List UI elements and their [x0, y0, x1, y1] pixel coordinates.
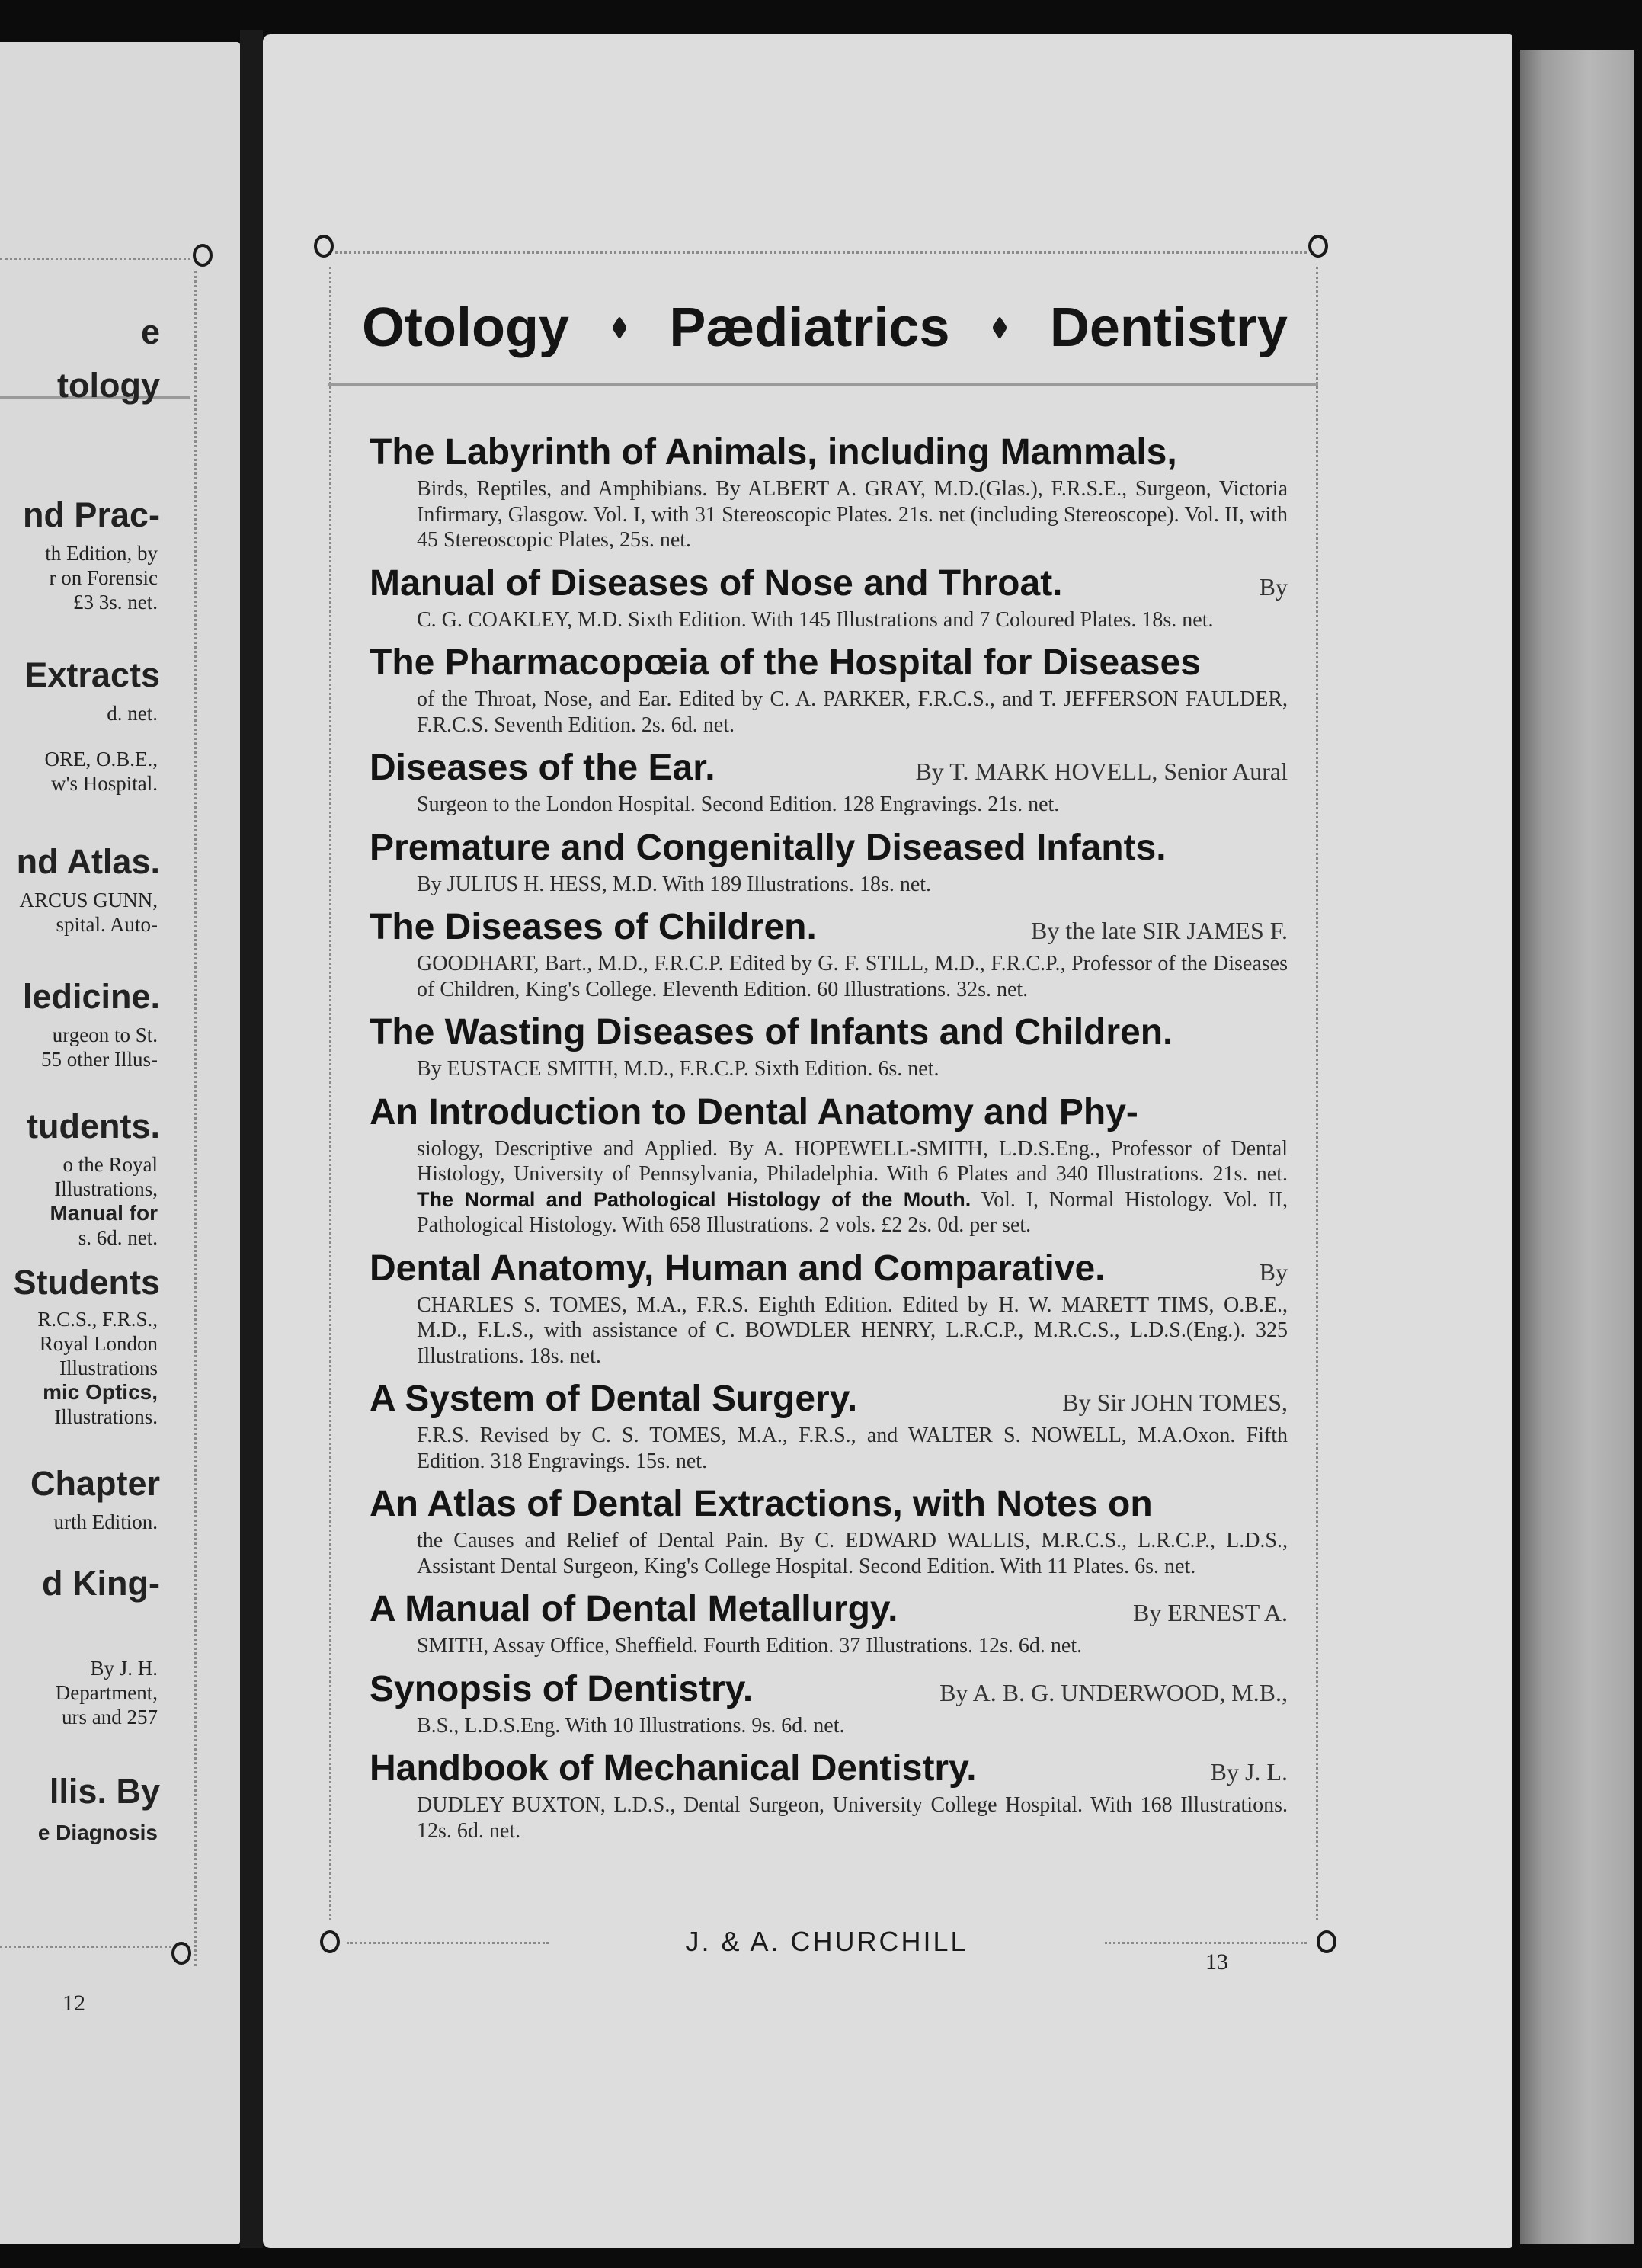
right-frame-bottom-right — [1105, 1942, 1307, 1944]
book-entry-first-line — [370, 431, 1288, 476]
book-details — [417, 1056, 1288, 1082]
book-details — [417, 792, 1288, 818]
book-title: The Diseases of Children. — [370, 907, 817, 947]
left-page-fragment: ARCUS GUNN, — [19, 889, 158, 911]
diamond-ornament-icon — [612, 316, 627, 340]
left-page-fragment: Royal London — [39, 1332, 158, 1355]
book-entry — [370, 562, 1288, 633]
left-page-fragment: nd Prac- — [22, 495, 160, 534]
book-entry-first-line — [370, 1667, 1288, 1713]
related-book-details: Vol. I, Normal Histology. Vol. II, Pathological Histology. With 658 Illustrations. 2 vols. £2 2s. 0d. per set. — [417, 1187, 1288, 1237]
left-page-fragment: nd Atlas. — [16, 842, 160, 881]
left-page-fragment: o the Royal — [62, 1153, 158, 1176]
book-list — [370, 431, 1288, 1852]
book-entry — [370, 1667, 1288, 1739]
book-entry-first-line — [370, 1377, 1288, 1423]
book-title: The Labyrinth of Animals, including Mammals, — [370, 432, 1177, 472]
book-details-text: F.R.S. Revised by C. S. TOMES, M.A., F.R.S., and WALTER S. NOWELL, M.A.Oxon. Fifth Edition. 318 Engravings. 15s. net. — [417, 1424, 1288, 1473]
book-entry — [370, 431, 1288, 553]
book-details-text: CHARLES S. TOMES, M.A., F.R.S. Eighth Edition. Edited by H. W. MARETT TIMS, O.B.E., M.D., F.L.S., with assistance of C. BOWDLER HENRY, L.R.C.P., M.R.C.S., L.D.S.(Eng.). 325 Illustrations. 18s. net. — [417, 1293, 1288, 1368]
book-entry-first-line — [370, 641, 1288, 687]
book-details-text: B.S., L.D.S.Eng. With 10 Illustrations. 9s. 6d. net. — [417, 1713, 845, 1738]
frame-corner-ring-icon — [193, 244, 213, 267]
book-entry-first-line — [370, 905, 1288, 951]
book-details-text: SMITH, Assay Office, Sheffield. Fourth Edition. 37 Illustrations. 12s. 6d. net. — [417, 1634, 1083, 1658]
book-author-lead: By A. B. G. UNDERWOOD, M.B., — [939, 1678, 1288, 1706]
left-page-fragment: ORE, O.B.E., — [44, 748, 158, 770]
book-title: Manual of Diseases of Nose and Throat. — [370, 562, 1063, 604]
book-entry-first-line — [370, 1482, 1288, 1528]
book-author-lead: By J. L. — [1210, 1758, 1288, 1786]
book-details-text: Birds, Reptiles, and Amphibians. By ALBERT A. GRAY, M.D.(Glas.), F.R.S.E., Surgeon, Victoria Infirmary, Glasgow. Vol. I, with 31 Stereoscopic Plates. 21s. net (including Stereoscope). Vol. II, with 45 Stereoscopic Plates, 25s. net. — [417, 477, 1288, 552]
book-details-text: the Causes and Relief of Dental Pain. By C. EDWARD WALLIS, M.R.C.S., L.R.C.P., L.D.S., Assistant Dental Surgeon, King's College Hospital. Second Edition. With 11 Plates. 6s. net. — [417, 1529, 1288, 1578]
left-page-fragment: Manual for — [50, 1201, 158, 1225]
book-entry — [370, 905, 1288, 1002]
frame-corner-ring-icon — [314, 235, 334, 258]
left-page-fragment: Department, — [55, 1681, 158, 1704]
heading-rule — [328, 383, 1318, 386]
book-details — [417, 1713, 1288, 1739]
book-title: An Introduction to Dental Anatomy and Phy- — [370, 1091, 1138, 1132]
book-title: The Wasting Diseases of Infants and Children. — [370, 1012, 1173, 1052]
left-page-fragment: Chapter — [30, 1464, 160, 1503]
book-entry-first-line — [370, 1091, 1288, 1136]
book-details — [417, 1423, 1288, 1474]
left-page-fragment: d King- — [42, 1564, 160, 1603]
book-entry-first-line — [370, 826, 1288, 872]
book-details-text: By JULIUS H. HESS, M.D. With 189 Illustrations. 18s. net. — [417, 872, 932, 896]
publisher-name: J. & A. CHURCHILL — [685, 1926, 968, 1957]
left-page-fragment: Illustrations. — [54, 1405, 158, 1428]
book-details-text: siology, Descriptive and Applied. By A. HOPEWELL-SMITH, L.D.S.Eng., Professor of Dental Histology, University of Pennsylvania, Philadelphia. With 6 Plates and 340 Illustrations. 21s. net. — [417, 1136, 1288, 1186]
book-title: An Atlas of Dental Extractions, with Notes on — [370, 1484, 1153, 1524]
left-page-fragment: r on Forensic — [49, 566, 158, 589]
right-frame-top — [335, 251, 1307, 254]
page-title — [362, 293, 1288, 362]
left-page-fragment: £3 3s. net. — [73, 591, 158, 613]
left-page-fragment: mic Optics, — [43, 1380, 158, 1404]
book-details-text: GOODHART, Bart., M.D., F.R.C.P. Edited by G. F. STILL, M.D., F.R.C.P., Professor of the Diseases of Children, King's College. Eleventh Edition. 60 Illustrations. 32s. net. — [417, 952, 1288, 1001]
book-details — [417, 687, 1288, 738]
book-author-lead: By Sir JOHN TOMES, — [1062, 1389, 1288, 1416]
book-details — [417, 1528, 1288, 1579]
left-page-fragment: Students — [13, 1263, 160, 1302]
book-entry-first-line — [370, 1011, 1288, 1056]
page-number-right: 13 — [1205, 1949, 1228, 1975]
book-details-text: C. G. COAKLEY, M.D. Sixth Edition. With 145 Illustrations and 7 Coloured Plates. 18s. net. — [417, 607, 1214, 632]
book-details — [417, 1136, 1288, 1238]
book-entry — [370, 1091, 1288, 1238]
left-page-fragment: d. net. — [107, 702, 158, 725]
book-entry — [370, 1747, 1288, 1844]
left-page-fragment: spital. Auto- — [56, 913, 158, 936]
heading-dentistry: Dentistry — [1049, 297, 1288, 358]
book-details-text: Surgeon to the London Hospital. Second Edition. 128 Engravings. 21s. net. — [417, 793, 1060, 816]
book-details — [417, 1633, 1288, 1659]
book-spine-gutter — [240, 30, 263, 2248]
book-title: The Pharmacopœia of the Hospital for Diseases — [370, 642, 1201, 683]
book-entry — [370, 826, 1288, 898]
book-author-lead: By ERNEST A. — [1133, 1599, 1288, 1626]
book-author-lead: By T. MARK HOVELL, Senior Aural — [915, 758, 1288, 785]
book-entry — [370, 1587, 1288, 1659]
left-page-fragment: th Edition, by — [45, 542, 158, 565]
left-page-fragment: llis. By — [49, 1772, 160, 1811]
page-stack-edge — [1520, 50, 1634, 2244]
left-page-fragment: s. 6d. net. — [78, 1226, 158, 1249]
frame-corner-ring-icon — [320, 1930, 340, 1953]
diamond-ornament-icon — [992, 316, 1007, 340]
left-page-fragment: e — [140, 312, 160, 351]
frame-corner-ring-icon — [171, 1942, 191, 1965]
left-page-fragment: Extracts — [24, 655, 160, 694]
related-book-title: The Normal and Pathological Histology of the Mouth. — [417, 1187, 971, 1211]
heading-paediatrics: Pædiatrics — [669, 297, 950, 358]
right-frame-left — [329, 267, 331, 1920]
book-entry-first-line — [370, 746, 1288, 792]
heading-otology: Otology — [362, 297, 569, 358]
book-author-lead: By — [1259, 1257, 1288, 1286]
left-page-fragment: urgeon to St. — [52, 1023, 158, 1046]
left-page-fragment: ledicine. — [22, 977, 160, 1016]
book-entry-first-line — [370, 1247, 1288, 1293]
page-number-left: 12 — [62, 1991, 85, 2016]
book-details-text: By EUSTACE SMITH, M.D., F.R.C.P. Sixth Edition. 6s. net. — [417, 1057, 939, 1081]
book-entry — [370, 1011, 1288, 1082]
book-title: Dental Anatomy, Human and Comparative. — [370, 1248, 1106, 1289]
left-page-fragment: urs and 257 — [62, 1706, 158, 1728]
left-page-fragment: tudents. — [27, 1107, 160, 1145]
book-author-lead: By the late SIR JAMES F. — [1030, 917, 1288, 944]
book-entry — [370, 1482, 1288, 1579]
left-page-fragment: 55 other Illus- — [41, 1048, 158, 1071]
book-title: Handbook of Mechanical Dentistry. — [370, 1748, 977, 1789]
book-title: Synopsis of Dentistry. — [370, 1668, 754, 1709]
book-title: Diseases of the Ear. — [370, 748, 715, 788]
frame-corner-ring-icon — [1308, 235, 1328, 258]
left-page-fragment: w's Hospital. — [51, 772, 158, 795]
book-title: A System of Dental Surgery. — [370, 1379, 858, 1419]
left-page-fragment: Illustrations, — [54, 1177, 158, 1200]
left-frame-bottom — [0, 1946, 171, 1948]
book-entry — [370, 746, 1288, 818]
left-page-fragment: e Diagnosis — [37, 1821, 158, 1844]
book-details — [417, 1293, 1288, 1369]
book-details — [417, 872, 1288, 898]
book-entry-first-line — [370, 1587, 1288, 1633]
book-details — [417, 951, 1288, 1002]
book-author-lead: By — [1259, 572, 1288, 601]
book-entry-first-line — [370, 562, 1288, 607]
left-page-fragment: tology — [57, 366, 160, 405]
left-page — [0, 42, 240, 2244]
left-page-fragment: Illustrations — [59, 1357, 158, 1379]
book-title: Premature and Congenitally Diseased Infants. — [370, 827, 1167, 868]
book-details-text: DUDLEY BUXTON, L.D.S., Dental Surgeon, University College Hospital. With 168 Illustrations. 12s. 6d. net. — [417, 1793, 1288, 1843]
book-title: A Manual of Dental Metallurgy. — [370, 1589, 898, 1629]
book-entry — [370, 1377, 1288, 1474]
left-page-fragment: R.C.S., F.R.S., — [37, 1308, 158, 1331]
left-frame-right — [194, 271, 197, 1966]
book-details — [417, 476, 1288, 553]
book-entry-first-line — [370, 1747, 1288, 1792]
left-frame-top — [0, 258, 190, 260]
book-entry — [370, 1247, 1288, 1369]
frame-corner-ring-icon — [1317, 1930, 1336, 1953]
left-page-fragment: By J. H. — [90, 1657, 158, 1680]
book-details — [417, 607, 1288, 633]
book-entry — [370, 641, 1288, 738]
book-details-text: of the Throat, Nose, and Ear. Edited by C. A. PARKER, F.R.C.S., and T. JEFFERSON FAULDER, F.R.C.S. Seventh Edition. 2s. 6d. net. — [417, 687, 1288, 737]
left-page-fragment: urth Edition. — [53, 1510, 158, 1533]
book-details — [417, 1792, 1288, 1844]
right-frame-right — [1316, 267, 1318, 1920]
right-frame-bottom-left — [347, 1942, 549, 1944]
